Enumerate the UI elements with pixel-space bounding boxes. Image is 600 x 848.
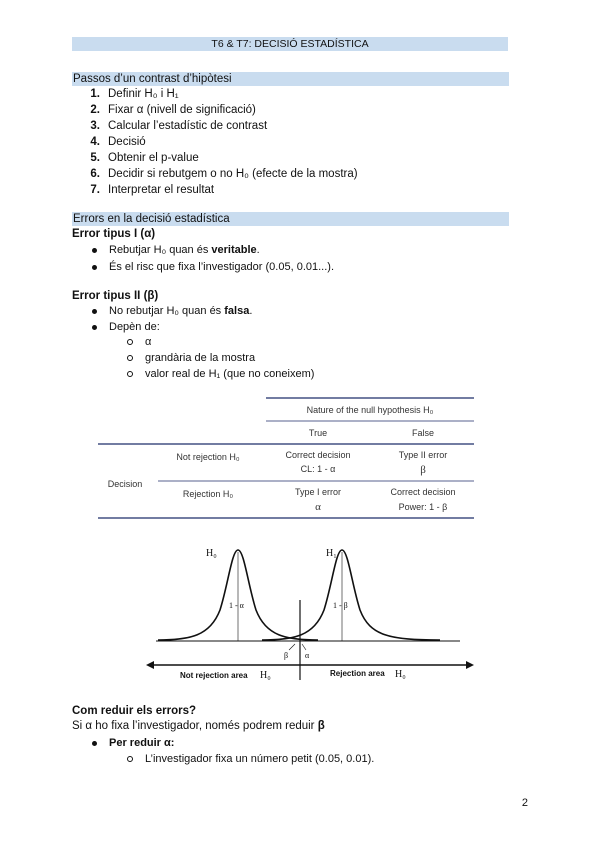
table-row-group: Decision (107, 479, 143, 489)
list-item: 5. Obtenir el p-value (90, 152, 199, 164)
table-cell: α (315, 501, 321, 513)
type2-sub-3: valor real de H₁ (que no coneixem) (127, 368, 314, 380)
type2-sub-2: grandària de la mostra (127, 352, 255, 364)
table-cell: Correct decision (390, 487, 456, 497)
sub-bullet-icon (127, 371, 133, 377)
table-cell: β (420, 464, 426, 476)
list-item: 6. Decidir si rebutgem o no H₀ (efecte de la mostra) (90, 168, 358, 180)
h0-label: H₀ (206, 548, 217, 559)
arrow-right-icon (466, 661, 474, 669)
table-cell: Type I error (294, 487, 342, 497)
one-minus-beta-label: 1 - β (333, 601, 348, 610)
reduce-line: Si α ho fixa l’investigador, només podrem reduir β (72, 720, 325, 732)
sub-bullet-icon (127, 339, 133, 345)
type2-bullet-2: Depèn de: (92, 321, 160, 333)
decision-table (98, 397, 474, 521)
type2-title: Error tipus II (β) (72, 290, 159, 302)
bullet-icon (92, 248, 97, 253)
h0-symbol-left: H₀ (260, 670, 271, 681)
bullet-icon (92, 325, 97, 330)
distributions-figure (140, 540, 480, 690)
section-heading-steps: Passos d’un contrast d’hipòtesi (72, 72, 509, 86)
page-number: 2 (521, 797, 528, 809)
bullet-icon (92, 309, 97, 314)
type1-bullet-2: És el risc que fixa l’investigador (0.05, 0.01...). (92, 261, 334, 273)
list-item: 4. Decisió (90, 136, 146, 148)
page-title: T6 & T7: DECISIÓ ESTADÍSTICA (72, 37, 508, 51)
bullet-icon (92, 741, 97, 746)
h1-label: H₁ (326, 548, 337, 559)
table-row2-label: Rejection H₀ (182, 489, 234, 499)
alpha-label: α (305, 651, 310, 660)
table-cell: Type II error (398, 450, 448, 460)
h0-symbol-right: H₀ (395, 669, 406, 680)
reduce-sub: L’investigador fixa un número petit (0.05, 0.01). (127, 753, 374, 765)
type1-bullet-1: Rebutjar H₀ quan és veritable. (92, 244, 260, 256)
beta-label: β (284, 651, 289, 660)
sub-bullet-icon (127, 756, 133, 762)
table-header-top: Nature of the null hypothesis H₀ (306, 405, 434, 415)
h1-curve (262, 550, 440, 640)
one-minus-alpha-label: 1 - α (229, 601, 244, 610)
list-item: 2. Fixar α (nivell de significació) (90, 104, 256, 116)
table-col-false: False (411, 428, 435, 438)
list-item: 7. Interpretar el resultat (90, 184, 215, 196)
list-item: 1. Definir H₀ i H₁ (90, 88, 179, 100)
list-item: 3. Calcular l’estadístic de contrast (90, 120, 268, 132)
arrow-left-icon (146, 661, 154, 669)
type2-sub-1: α (127, 336, 151, 348)
type2-bullet-1: No rebutjar H₀ quan és falsa. (92, 305, 252, 317)
section-heading-errors: Errors en la decisió estadística (72, 212, 509, 226)
type1-title: Error tipus I (α) (72, 228, 156, 240)
rejection-area-label: Rejection area (330, 669, 385, 678)
table-col-true: True (308, 428, 328, 438)
table-cell: CL: 1 - α (300, 464, 336, 474)
reduce-heading: Com reduir els errors? (72, 705, 196, 717)
steps-list (72, 86, 358, 198)
table-cell: Power: 1 - β (398, 502, 448, 512)
bullet-icon (92, 265, 97, 270)
table-row1-label: Not rejection H₀ (176, 452, 240, 462)
reduce-bullet: Per reduir α: (92, 737, 174, 749)
not-rejection-area-label: Not rejection area (180, 671, 248, 680)
sub-bullet-icon (127, 355, 133, 361)
table-cell: Correct decision (285, 450, 351, 460)
